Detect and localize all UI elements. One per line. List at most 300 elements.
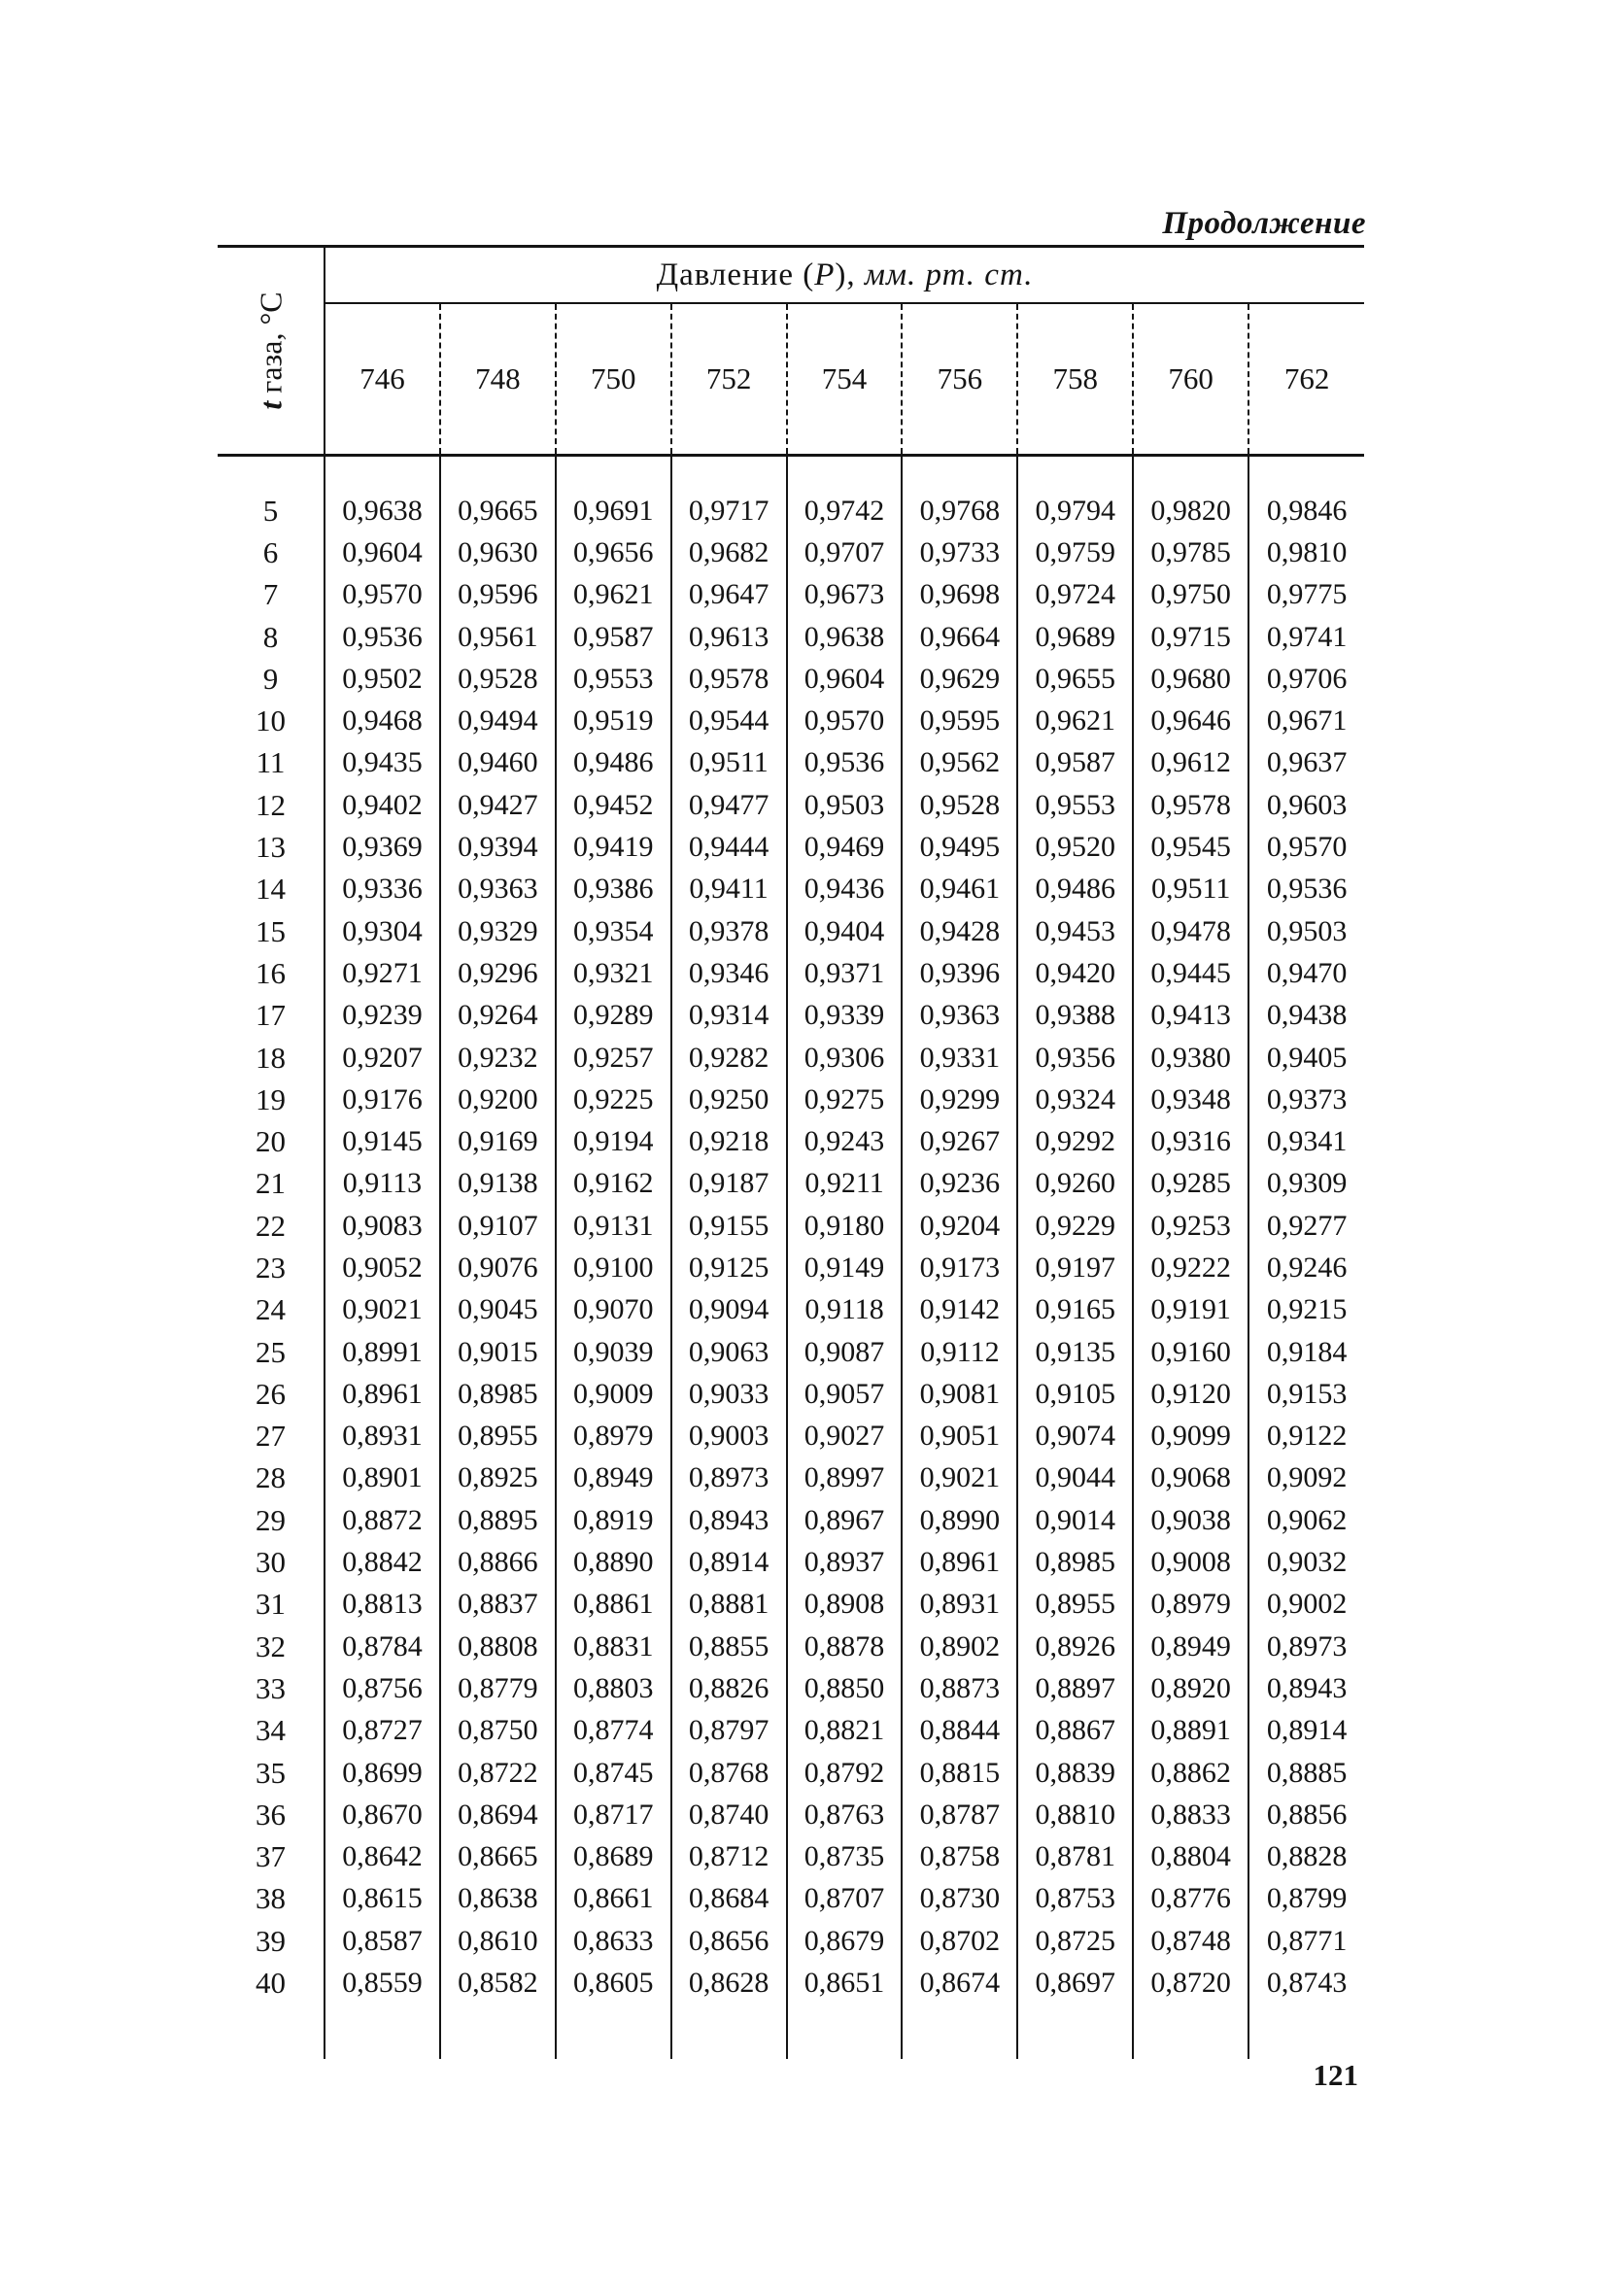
value-cell: 0,8679 [787, 1920, 903, 1962]
value-cell: 0,8937 [787, 1541, 903, 1583]
value-cell: 0,8694 [440, 1794, 556, 1835]
value-cell: 0,8707 [787, 1878, 903, 1920]
value-cell: 0,9495 [902, 826, 1017, 868]
value-cell: 0,9646 [1133, 700, 1248, 741]
value-cell: 0,9099 [1133, 1416, 1248, 1457]
value-cell: 0,9494 [440, 700, 556, 741]
value-cell: 0,9296 [440, 952, 556, 994]
pressure-column-header: 746 [325, 303, 440, 455]
temperature-cell: 14 [218, 869, 325, 910]
value-cell: 0,9289 [556, 995, 671, 1037]
value-cell: 0,9461 [902, 869, 1017, 910]
value-cell: 0,9647 [671, 574, 787, 616]
value-cell: 0,9570 [342, 578, 423, 611]
table-row [218, 784, 1364, 826]
temperature-cell: 35 [218, 1752, 325, 1794]
value-cell: 0,8740 [671, 1794, 787, 1835]
value-cell: 0,9394 [440, 826, 556, 868]
value-cell: 0,9321 [556, 952, 671, 994]
value-cell: 0,9689 [1017, 616, 1133, 658]
value-cell: 0,9478 [1133, 910, 1248, 952]
value-cell: 0,9062 [1248, 1499, 1364, 1541]
value-cell: 0,8837 [440, 1584, 556, 1626]
value-cell: 0,9215 [1248, 1289, 1364, 1331]
temperature-cell: 11 [218, 742, 325, 784]
value-cell: 0,8925 [440, 1457, 556, 1499]
value-cell: 0,9386 [556, 869, 671, 910]
value-cell: 0,9380 [1133, 1037, 1248, 1079]
value-cell: 0,8931 [902, 1584, 1017, 1626]
value-cell: 0,8973 [1248, 1626, 1364, 1667]
table-row [218, 658, 1364, 700]
table-row [218, 1416, 1364, 1457]
pressure-column-header: 758 [1017, 303, 1133, 455]
value-cell: 0,8839 [1017, 1752, 1133, 1794]
value-cell: 0,8750 [440, 1710, 556, 1752]
value-cell: 0,8670 [342, 1798, 423, 1831]
table-row [218, 910, 1364, 952]
value-cell: 0,8684 [671, 1878, 787, 1920]
value-cell: 0,9253 [1133, 1205, 1248, 1247]
value-cell: 0,9486 [1017, 869, 1133, 910]
temperature-cell: 22 [218, 1205, 325, 1247]
temperature-cell: 39 [218, 1920, 325, 1962]
temperature-cell: 36 [218, 1794, 325, 1835]
value-cell: 0,8831 [556, 1626, 671, 1667]
value-cell: 0,9232 [440, 1037, 556, 1079]
value-cell: 0,9536 [787, 742, 903, 784]
value-cell: 0,9637 [1248, 742, 1364, 784]
value-cell: 0,9419 [556, 826, 671, 868]
temperature-symbol: t [253, 400, 288, 410]
value-cell: 0,8725 [1017, 1920, 1133, 1962]
value-cell: 0,9356 [1017, 1037, 1133, 1079]
table-row [218, 1541, 1364, 1583]
value-cell: 0,9260 [1017, 1163, 1133, 1205]
value-cell: 0,8813 [342, 1588, 423, 1621]
value-cell: 0,9083 [342, 1209, 423, 1242]
value-cell: 0,9717 [671, 490, 787, 531]
value-cell: 0,9369 [342, 831, 423, 864]
value-cell: 0,9008 [1133, 1541, 1248, 1583]
value-cell: 0,9596 [440, 574, 556, 616]
pressure-column-header: 756 [902, 303, 1017, 455]
value-cell: 0,9759 [1017, 531, 1133, 573]
value-cell: 0,9536 [1248, 869, 1364, 910]
value-cell: 0,9138 [440, 1163, 556, 1205]
value-cell: 0,9544 [671, 700, 787, 741]
value-cell: 0,8810 [1017, 1794, 1133, 1835]
value-cell: 0,9578 [671, 658, 787, 700]
value-cell: 0,9225 [556, 1079, 671, 1120]
table-row [218, 1667, 1364, 1709]
value-cell: 0,9236 [902, 1163, 1017, 1205]
value-cell: 0,9339 [787, 995, 903, 1037]
value-cell: 0,9655 [1017, 658, 1133, 700]
value-cell: 0,9341 [1248, 1120, 1364, 1162]
value-cell: 0,8979 [556, 1416, 671, 1457]
value-cell: 0,9105 [1017, 1373, 1133, 1415]
temperature-cell: 15 [218, 910, 325, 952]
value-cell: 0,9032 [1248, 1541, 1364, 1583]
value-cell: 0,9604 [787, 658, 903, 700]
value-cell: 0,8661 [556, 1878, 671, 1920]
value-cell: 0,8605 [556, 1962, 671, 2004]
value-cell: 0,9094 [671, 1289, 787, 1331]
value-cell: 0,9810 [1248, 531, 1364, 573]
value-cell: 0,9452 [556, 784, 671, 826]
value-cell: 0,9561 [440, 616, 556, 658]
value-cell: 0,9427 [440, 784, 556, 826]
table-spacer-row [218, 456, 1364, 491]
value-cell: 0,9706 [1248, 658, 1364, 700]
value-cell: 0,8867 [1017, 1710, 1133, 1752]
temperature-cell: 20 [218, 1120, 325, 1162]
value-cell: 0,9520 [1017, 826, 1133, 868]
value-cell: 0,9536 [342, 620, 423, 653]
value-cell: 0,9070 [556, 1289, 671, 1331]
value-cell: 0,9612 [1133, 742, 1248, 784]
value-cell: 0,9820 [1133, 490, 1248, 531]
temperature-cell: 10 [218, 700, 325, 741]
temperature-cell: 9 [218, 658, 325, 700]
value-cell: 0,8926 [1017, 1626, 1133, 1667]
temperature-cell: 25 [218, 1331, 325, 1373]
value-cell: 0,8727 [342, 1714, 423, 1747]
value-cell: 0,8891 [1133, 1710, 1248, 1752]
value-cell: 0,9239 [342, 999, 423, 1032]
value-cell: 0,9176 [342, 1082, 423, 1115]
value-cell: 0,9162 [556, 1163, 671, 1205]
value-cell: 0,9587 [556, 616, 671, 658]
value-cell: 0,9570 [1248, 826, 1364, 868]
value-cell: 0,8642 [342, 1840, 423, 1873]
value-cell: 0,9603 [1248, 784, 1364, 826]
value-cell: 0,8753 [1017, 1878, 1133, 1920]
value-cell: 0,8720 [1133, 1962, 1248, 2004]
value-cell: 0,8638 [440, 1878, 556, 1920]
value-cell: 0,8821 [787, 1710, 903, 1752]
value-cell: 0,9045 [440, 1289, 556, 1331]
table-row [218, 1710, 1364, 1752]
value-cell: 0,8914 [1248, 1710, 1364, 1752]
value-cell: 0,8920 [1133, 1667, 1248, 1709]
value-cell: 0,8943 [671, 1499, 787, 1541]
value-cell: 0,9309 [1248, 1163, 1364, 1205]
value-cell: 0,9671 [1248, 700, 1364, 741]
value-cell: 0,9250 [671, 1079, 787, 1120]
correction-table [218, 245, 1364, 2059]
value-cell: 0,8559 [342, 1967, 423, 2000]
value-cell: 0,9299 [902, 1079, 1017, 1120]
value-cell: 0,8717 [556, 1794, 671, 1835]
value-cell: 0,9682 [671, 531, 787, 573]
value-cell: 0,9068 [1133, 1457, 1248, 1499]
value-cell: 0,8808 [440, 1626, 556, 1667]
value-cell: 0,9621 [556, 574, 671, 616]
value-cell: 0,9750 [1133, 574, 1248, 616]
value-cell: 0,9428 [902, 910, 1017, 952]
value-cell: 0,8873 [902, 1667, 1017, 1709]
table-row [218, 1499, 1364, 1541]
value-cell: 0,9329 [440, 910, 556, 952]
value-cell: 0,9595 [902, 700, 1017, 741]
value-cell: 0,9794 [1017, 490, 1133, 531]
temperature-cell: 17 [218, 995, 325, 1037]
value-cell: 0,9707 [787, 531, 903, 573]
value-cell: 0,9502 [342, 662, 423, 695]
value-cell: 0,9063 [671, 1331, 787, 1373]
value-cell: 0,9578 [1133, 784, 1248, 826]
value-cell: 0,8628 [671, 1962, 787, 2004]
value-cell: 0,8895 [440, 1499, 556, 1541]
value-cell: 0,8615 [342, 1882, 423, 1915]
value-cell: 0,8961 [902, 1541, 1017, 1583]
table-row [218, 1079, 1364, 1120]
value-cell: 0,8850 [787, 1667, 903, 1709]
value-cell: 0,9285 [1133, 1163, 1248, 1205]
value-cell: 0,9691 [556, 490, 671, 531]
value-cell: 0,9165 [1017, 1289, 1133, 1331]
value-cell: 0,8973 [671, 1457, 787, 1499]
value-cell: 0,8901 [342, 1461, 423, 1494]
value-cell: 0,9373 [1248, 1079, 1364, 1120]
value-cell: 0,8689 [556, 1836, 671, 1878]
value-cell: 0,8885 [1248, 1752, 1364, 1794]
value-cell: 0,9142 [902, 1289, 1017, 1331]
value-cell: 0,8961 [342, 1377, 423, 1410]
temperature-cell: 5 [218, 490, 325, 531]
value-cell: 0,8776 [1133, 1878, 1248, 1920]
value-cell: 0,8771 [1248, 1920, 1364, 1962]
value-cell: 0,9292 [1017, 1120, 1133, 1162]
value-cell: 0,8902 [902, 1626, 1017, 1667]
value-cell: 0,9264 [440, 995, 556, 1037]
value-cell: 0,8781 [1017, 1836, 1133, 1878]
value-cell: 0,9009 [556, 1373, 671, 1415]
value-cell: 0,9057 [787, 1373, 903, 1415]
value-cell: 0,9698 [902, 574, 1017, 616]
temperature-cell: 23 [218, 1247, 325, 1288]
table-row [218, 952, 1364, 994]
value-cell: 0,9229 [1017, 1205, 1133, 1247]
value-cell: 0,9613 [671, 616, 787, 658]
table-row [218, 1457, 1364, 1499]
value-cell: 0,9775 [1248, 574, 1364, 616]
value-cell: 0,9257 [556, 1037, 671, 1079]
pressure-group-header: Давление (P), мм. рт. ст. [325, 247, 1364, 304]
value-cell: 0,9411 [671, 869, 787, 910]
value-cell: 0,9033 [671, 1373, 787, 1415]
value-cell: 0,9741 [1248, 616, 1364, 658]
value-cell: 0,9052 [342, 1251, 423, 1284]
pressure-column-header: 762 [1248, 303, 1364, 455]
value-cell: 0,9553 [556, 658, 671, 700]
table-row [218, 1205, 1364, 1247]
table-row [218, 1878, 1364, 1920]
value-cell: 0,9267 [902, 1120, 1017, 1162]
value-cell: 0,8866 [440, 1541, 556, 1583]
value-cell: 0,9388 [1017, 995, 1133, 1037]
value-cell: 0,9015 [440, 1331, 556, 1373]
value-cell: 0,8881 [671, 1584, 787, 1626]
value-cell: 0,9051 [902, 1416, 1017, 1457]
value-cell: 0,9120 [1133, 1373, 1248, 1415]
value-cell: 0,9135 [1017, 1331, 1133, 1373]
value-cell: 0,9200 [440, 1079, 556, 1120]
temperature-cell: 19 [218, 1079, 325, 1120]
table-row [218, 869, 1364, 910]
value-cell: 0,9306 [787, 1037, 903, 1079]
temperature-cell: 6 [218, 531, 325, 573]
value-cell: 0,8991 [342, 1335, 423, 1368]
temperature-cell: 40 [218, 1962, 325, 2004]
value-cell: 0,9436 [787, 869, 903, 910]
value-cell: 0,9207 [342, 1041, 423, 1074]
value-cell: 0,9435 [342, 746, 423, 779]
table-row [218, 826, 1364, 868]
value-cell: 0,9014 [1017, 1499, 1133, 1541]
value-cell: 0,8768 [671, 1752, 787, 1794]
temperature-column-header [218, 247, 325, 456]
value-cell: 0,8748 [1133, 1920, 1248, 1962]
value-cell: 0,9503 [1248, 910, 1364, 952]
value-cell: 0,9486 [556, 742, 671, 784]
value-cell: 0,9044 [1017, 1457, 1133, 1499]
value-cell: 0,8697 [1017, 1962, 1133, 2004]
table-spacer-row [218, 2005, 1364, 2059]
value-cell: 0,9324 [1017, 1079, 1133, 1120]
value-cell: 0,9570 [787, 700, 903, 741]
value-cell: 0,9194 [556, 1120, 671, 1162]
value-cell: 0,9363 [440, 869, 556, 910]
value-cell: 0,9405 [1248, 1037, 1364, 1079]
continuation-label: Продолжение [1162, 206, 1366, 241]
temperature-cell: 34 [218, 1710, 325, 1752]
temperature-cell: 16 [218, 952, 325, 994]
value-cell: 0,9528 [440, 658, 556, 700]
temperature-cell: 31 [218, 1584, 325, 1626]
temperature-cell: 21 [218, 1163, 325, 1205]
value-cell: 0,9413 [1133, 995, 1248, 1037]
value-cell: 0,9519 [556, 700, 671, 741]
value-cell: 0,9354 [556, 910, 671, 952]
value-cell: 0,9304 [342, 914, 423, 947]
temperature-cell: 32 [218, 1626, 325, 1667]
value-cell: 0,9003 [671, 1416, 787, 1457]
value-cell: 0,9420 [1017, 952, 1133, 994]
value-cell: 0,9444 [671, 826, 787, 868]
value-cell: 0,8803 [556, 1667, 671, 1709]
value-cell: 0,8815 [902, 1752, 1017, 1794]
value-cell: 0,9768 [902, 490, 1017, 531]
value-cell: 0,9155 [671, 1205, 787, 1247]
value-cell: 0,8914 [671, 1541, 787, 1583]
value-cell: 0,8878 [787, 1626, 903, 1667]
value-cell: 0,8997 [787, 1457, 903, 1499]
value-cell: 0,9314 [671, 995, 787, 1037]
value-cell: 0,8826 [671, 1667, 787, 1709]
value-cell: 0,9846 [1248, 490, 1364, 531]
value-cell: 0,8990 [902, 1499, 1017, 1541]
value-cell: 0,8702 [902, 1920, 1017, 1962]
value-cell: 0,9122 [1248, 1416, 1364, 1457]
value-cell: 0,9348 [1133, 1079, 1248, 1120]
value-cell: 0,9396 [902, 952, 1017, 994]
value-cell: 0,9039 [556, 1331, 671, 1373]
value-cell: 0,9553 [1017, 784, 1133, 826]
value-cell: 0,9081 [902, 1373, 1017, 1415]
table-row [218, 742, 1364, 784]
temperature-cell: 33 [218, 1667, 325, 1709]
value-cell: 0,8730 [902, 1878, 1017, 1920]
value-cell: 0,8610 [440, 1920, 556, 1962]
value-cell: 0,9169 [440, 1120, 556, 1162]
temperature-cell: 38 [218, 1878, 325, 1920]
temperature-cell: 7 [218, 574, 325, 616]
value-cell: 0,8872 [342, 1503, 423, 1536]
value-cell: 0,9131 [556, 1205, 671, 1247]
value-cell: 0,9149 [787, 1247, 903, 1288]
value-cell: 0,8674 [902, 1962, 1017, 2004]
value-cell: 0,8828 [1248, 1836, 1364, 1878]
table-row [218, 1247, 1364, 1288]
value-cell: 0,9191 [1133, 1289, 1248, 1331]
value-cell: 0,9002 [1248, 1584, 1364, 1626]
value-cell: 0,9404 [787, 910, 903, 952]
value-cell: 0,9371 [787, 952, 903, 994]
value-cell: 0,9125 [671, 1247, 787, 1288]
value-cell: 0,9021 [342, 1293, 423, 1326]
value-cell: 0,9184 [1248, 1331, 1364, 1373]
table-row [218, 1373, 1364, 1415]
value-cell: 0,9145 [342, 1125, 423, 1158]
value-cell: 0,9275 [787, 1079, 903, 1120]
value-cell: 0,9113 [342, 1167, 423, 1200]
value-cell: 0,9503 [787, 784, 903, 826]
value-cell: 0,9460 [440, 742, 556, 784]
value-cell: 0,8985 [440, 1373, 556, 1415]
value-cell: 0,9153 [1248, 1373, 1364, 1415]
pressure-column-header: 748 [440, 303, 556, 455]
value-cell: 0,9038 [1133, 1499, 1248, 1541]
value-cell: 0,9118 [787, 1289, 903, 1331]
temperature-cell: 13 [218, 826, 325, 868]
temperature-cell: 37 [218, 1836, 325, 1878]
value-cell: 0,9336 [342, 873, 423, 906]
value-cell: 0,8699 [342, 1756, 423, 1789]
value-cell: 0,8979 [1133, 1584, 1248, 1626]
temperature-header-text: газа, °C [253, 291, 288, 401]
value-cell: 0,8735 [787, 1836, 903, 1878]
table-row [218, 1920, 1364, 1962]
table-row [218, 1120, 1364, 1162]
value-cell: 0,9076 [440, 1247, 556, 1288]
value-cell: 0,9092 [1248, 1457, 1364, 1499]
value-cell: 0,8651 [787, 1962, 903, 2004]
pressure-column-header: 754 [787, 303, 903, 455]
table-row [218, 574, 1364, 616]
value-cell: 0,8799 [1248, 1878, 1364, 1920]
value-cell: 0,9469 [787, 826, 903, 868]
value-cell: 0,9638 [342, 494, 423, 527]
value-cell: 0,8861 [556, 1584, 671, 1626]
value-cell: 0,8774 [556, 1710, 671, 1752]
value-cell: 0,8842 [342, 1546, 423, 1579]
value-cell: 0,8949 [1133, 1626, 1248, 1667]
value-cell: 0,8919 [556, 1499, 671, 1541]
value-cell: 0,9638 [787, 616, 903, 658]
